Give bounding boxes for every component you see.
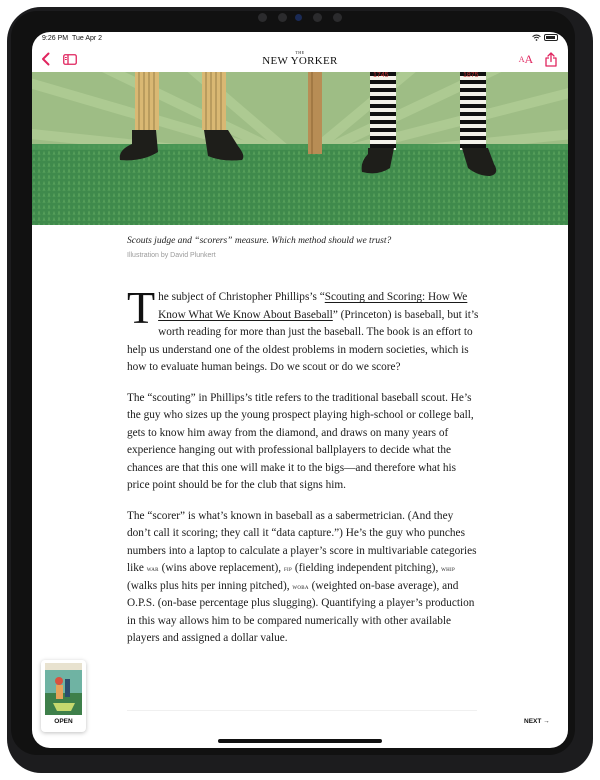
status-bar [32, 32, 568, 46]
camera-array [258, 13, 342, 23]
text-size-large-icon: A [524, 51, 534, 66]
open-issue-button[interactable] [41, 660, 86, 732]
article-body [127, 282, 479, 648]
divider [127, 710, 477, 711]
paragraph-1: The subject of Christopher Phillips’s “Scouting and Scoring: How We Know What We Know About Baseball” (Princeton) is baseball, but it’s worth reading for more than just the baseball. The book is an effort to help us understand one of the oldest problems in modern societies, which is how to evaluate human beings. Do we scout or do we score? [127, 282, 479, 373]
hero-illustration [32, 72, 568, 225]
sidebar-toggle-button[interactable] [60, 49, 80, 69]
screen [32, 32, 568, 748]
image-caption: Scouts judge and “scorers” measure. Which method should we trust? [127, 236, 392, 246]
sidebar-icon [63, 54, 77, 65]
status-indicators [532, 34, 558, 41]
jersey-number-right: 1875 [463, 72, 479, 79]
paragraph-3: The “scorer” is what’s known in baseball as a sabermetrician. (And they don’t call it scoring; they call it “data capture.”) He’s the guy who punches numbers into a laptop to calculate a player’s score in multivariable categories like war (wins above replacement), fip (fielding independent pitching), whip (walks plus hits per inning pitched), woba (weighted on-base average), and O.P.S. (on-base percentage plus slugging). Quantifying a player’s production in this way allows him to be compared numerically with other available players and assigned a dollar value. [127, 509, 477, 644]
baseball-illustration [32, 72, 568, 225]
share-button[interactable] [542, 49, 560, 69]
chevron-left-icon [41, 52, 50, 66]
book-title-link[interactable]: Scouting and Scoring: How We Know What We Know About Baseball [158, 291, 468, 321]
next-article-button[interactable]: NEXT → [524, 718, 550, 725]
text-size-small-icon: A [518, 54, 525, 64]
status-time: 9:26 PM Tue Apr 2 [42, 35, 103, 42]
battery-icon [544, 34, 558, 41]
drop-cap: T [127, 282, 156, 333]
reader-toolbar [32, 46, 568, 72]
home-indicator[interactable] [218, 739, 382, 743]
text-size-button[interactable] [516, 49, 536, 69]
paragraph-2: The “scouting” in Phillips’s title refers to the traditional baseball scout. He’s the guy who sizes up the young prospect playing high-school or college ball, gets to know him away from the diamond, and draws on many years of experience hanging out with professional ballplayers to decide what the chances are that this one will make it to the bigs—and therefore what his price point should be for the club that signs him. [127, 391, 474, 491]
back-button[interactable] [36, 49, 54, 69]
jersey-number-left: 1745 [373, 72, 389, 79]
magazine-cover-thumbnail [45, 663, 82, 715]
wifi-icon [532, 34, 541, 41]
publication-logo: THE NEW YORKER [262, 50, 338, 67]
image-credit: Illustration by David Plunkert [127, 252, 216, 259]
open-label: OPEN [54, 718, 73, 725]
share-icon [545, 52, 557, 67]
